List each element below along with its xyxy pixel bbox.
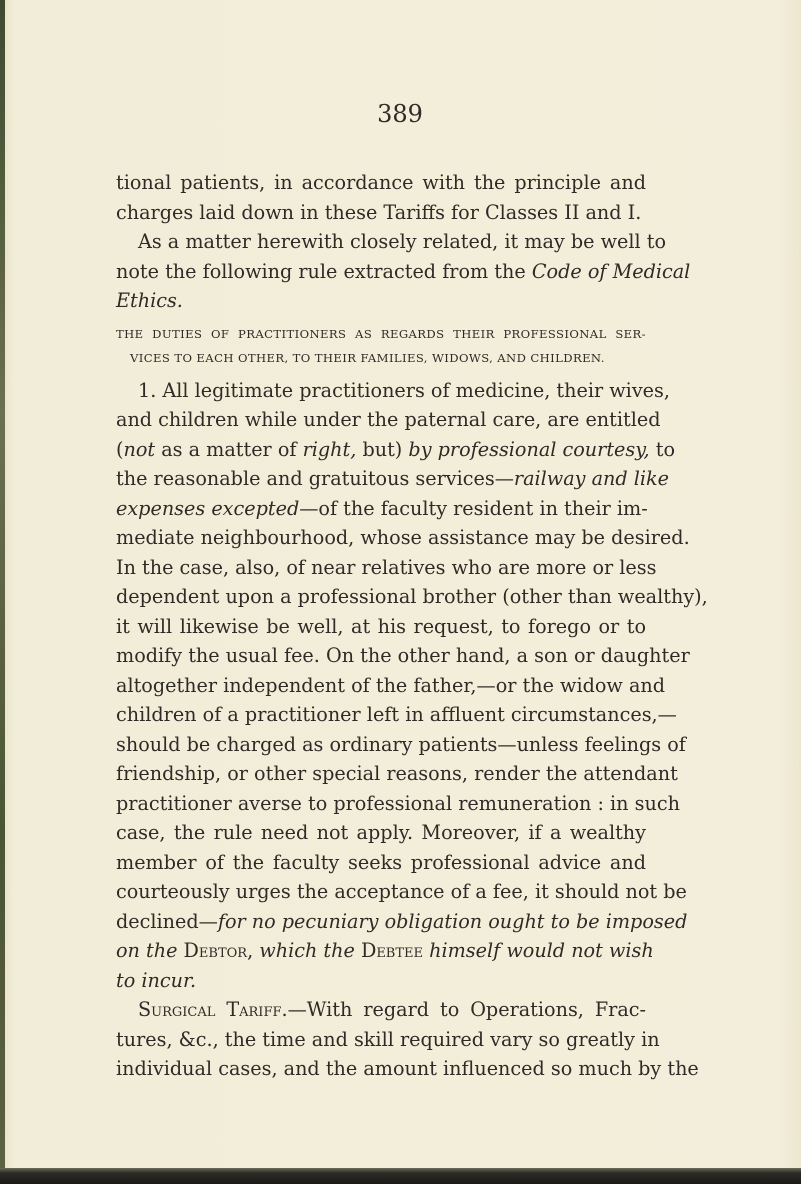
text-line: In the case, also, of near relatives who are more or less bbox=[116, 555, 657, 579]
text-line: practitioner averse to professional remuneration : in such bbox=[116, 791, 680, 815]
text-line: the reasonable and gratuitous services—railway and like bbox=[116, 467, 670, 490]
text-line: dependent upon a professional brother (other than wealthy), bbox=[116, 585, 708, 608]
text-line: tures, &c., the time and skill required vary so greatly in bbox=[116, 1027, 660, 1051]
text-line: individual cases, and the amount influenced so much by the bbox=[116, 1057, 699, 1080]
text-line: modify the usual fee. On the other hand, a son or daughter bbox=[116, 644, 690, 667]
text-line: to incur. bbox=[116, 968, 197, 992]
page-gutter-shadow bbox=[0, 0, 5, 1184]
text-line: declined—for no pecuniary obligation ought to be imposed bbox=[116, 909, 688, 933]
code-title-italic: Code of Medical bbox=[531, 259, 691, 283]
text-line: should be charged as ordinary patients—unless feelings of bbox=[116, 732, 686, 756]
bottom-edge-shadow bbox=[0, 1168, 801, 1184]
text-line: expenses excepted—of the faculty resident in their im- bbox=[116, 496, 648, 520]
text-line: courteously urges the acceptance of a fee, it should not be bbox=[116, 880, 687, 903]
surgical-tariff-heading: Surgical Tariff. bbox=[138, 998, 288, 1021]
section-heading: THE DUTIES OF PRACTITIONERS AS REGARDS THEIR PROFESSIONAL SER- bbox=[116, 326, 646, 341]
text-line: on the Debtor, which the Debtee himself would not wish bbox=[116, 939, 654, 962]
text-line: tional patients, in accordance with the principle and bbox=[116, 171, 646, 194]
text-line: children of a practitioner left in affluent circumstances,— bbox=[116, 703, 677, 726]
text-line: member of the faculty seeks professional advice and bbox=[116, 850, 646, 874]
text-line: Ethics. bbox=[116, 289, 183, 312]
text-line: case, the rule need not apply. Moreover, if a wealthy bbox=[116, 821, 646, 844]
text-line: it will likewise be well, at his request, to forego or to bbox=[116, 614, 646, 638]
text-line: altogether independent of the father,—or the widow and bbox=[116, 673, 666, 697]
text-line: 1. All legitimate practitioners of medicine, their wives, bbox=[138, 378, 670, 402]
text-line: (not as a matter of right, but) by professional courtesy, to bbox=[116, 437, 676, 461]
text-line: mediate neighbourhood, whose assistance may be desired. bbox=[116, 526, 690, 549]
text-line: and children while under the paternal care, are entitled bbox=[116, 408, 661, 431]
text-line: friendship, or other special reasons, render the attendant bbox=[116, 762, 678, 785]
page-number: 389 bbox=[377, 100, 423, 128]
text-line: note the following rule extracted from the Code of Medical bbox=[116, 259, 691, 283]
text-line: As a matter herewith closely related, it may be well to bbox=[138, 230, 667, 253]
text-line: charges laid down in these Tariffs for Classes II and I. bbox=[116, 200, 642, 224]
text-line: Surgical Tariff.—With regard to Operations, Frac- bbox=[138, 998, 646, 1021]
body-text bbox=[116, 168, 708, 1084]
section-heading: VICES TO EACH OTHER, TO THEIR FAMILIES, WIDOWS, AND CHILDREN. bbox=[130, 350, 605, 365]
